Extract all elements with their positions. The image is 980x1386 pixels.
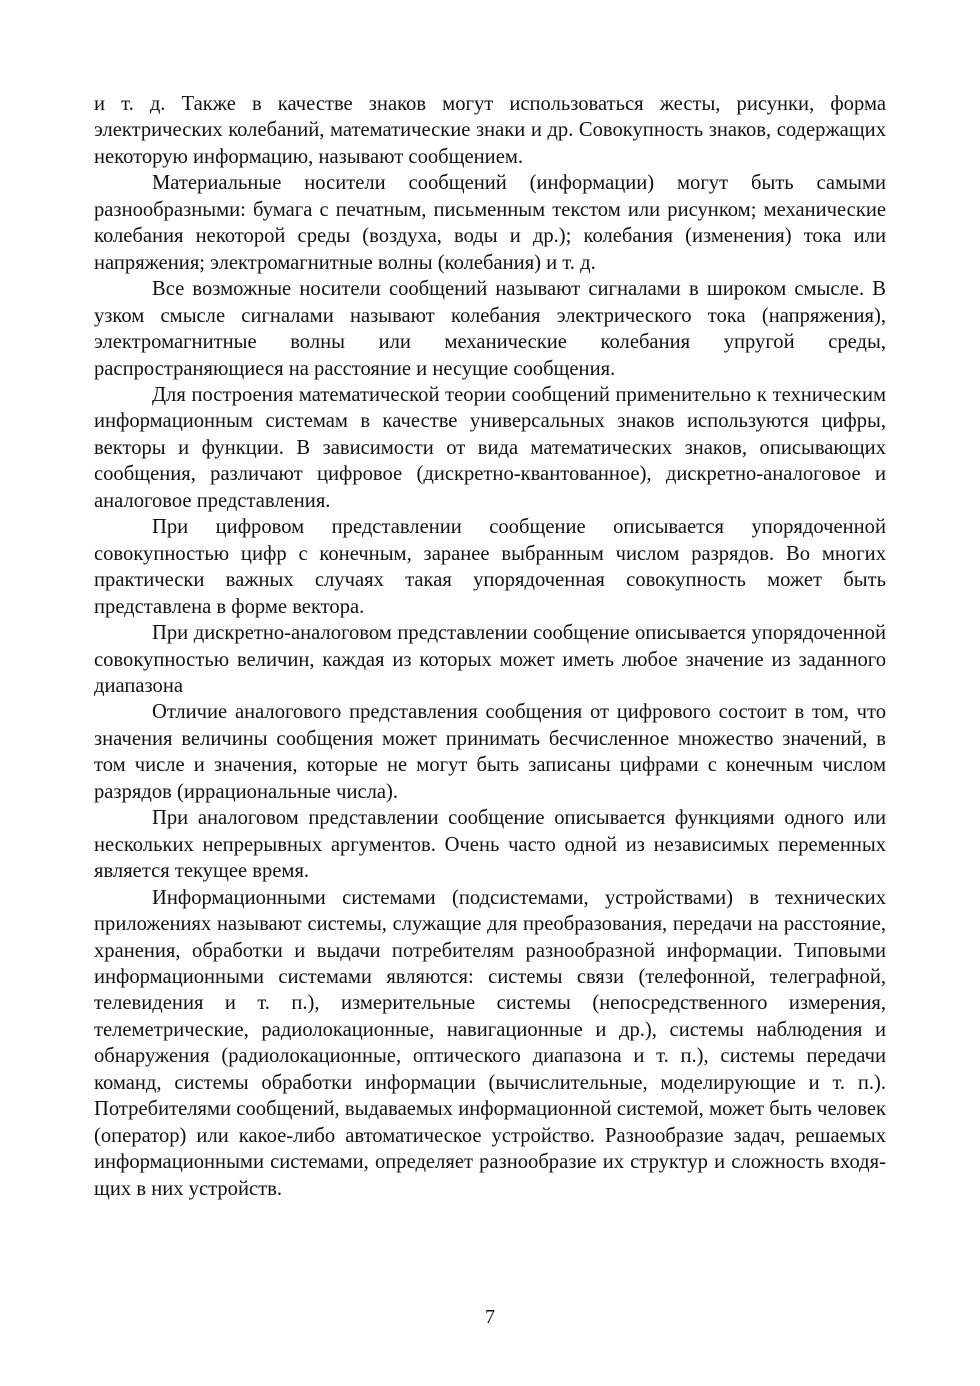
paragraph-5: При цифровом представлении сообщение описывается упорядоченной совокупностью цифр с конечным, заранее выбранным числом разрядов. Во многих практически важных случаях такая упорядоченная совокупность может быть представлена в форме вектора. [94, 516, 886, 618]
page-number: 7 [485, 1306, 495, 1328]
paragraph-9: Информационными системами (подсистемами, устройствами) в технических приложениях называют системы, служащие для преобразования, передачи на расстояние, хранения, обработки и выдачи потребителям разнообразной информации. Типовыми информационными системами являются: системы связи (телефонной, телеграфной, телевидения и т. п.), измерительные системы (непосредственного измерения, телеметрические, радиолокационные, навигационные и др.), системы наблюдения и обнаружения (радиолокационные, оптического диапазона и т. п.), системы передачи команд, системы обработки информации (вычислительные, моделирующие и т. п.). Потребителями сообщений, выдаваемых информационной системой, может быть человек (оператор) или какое-либо автоматическое устройство. Разнообразие задач, решаемых информационными системами, определяет разнообразие их структур и сложность входящих в них устройств. [94, 886, 886, 1200]
paragraph-7: Отличие аналогового представления сообщения от цифрового состоит в том, что значения величины сообщения может принимать бесчисленное множество значений, в том числе и значения, которые не могут быть записаны цифрами с конечным числом разрядов (иррациональные числа). [94, 701, 886, 803]
paragraph-3: Все возможные носители сообщений называют сигналами в широком смысле. В узком смысле сигналами называют колебания электрического тока (напряжения), электромагнитные волны или механические колебания упругой среды, распространяющиеся на расстояние и несущие сообщения. [94, 278, 886, 380]
paragraph-8: При аналоговом представлении сообщение описывается функциями одного или нескольких непрерывных аргументов. Очень часто одной из независимых переменных является текущее время. [94, 807, 886, 883]
paragraph-2: Материальные носители сообщений (информации) могут быть самыми разнообразными: бумага с печатным, письменным текстом или рисунком; механические колебания некоторой среды (воздуха, воды и др.); колебания (изменения) тока или напряжения; электромагнитные волны (колебания) и т. д. [94, 172, 886, 274]
paragraph-1: и т. д. Также в качестве знаков могут использоваться жесты, рисунки, форма электрических колебаний, математические знаки и др. Совокупность знаков, содержащих некоторую информацию, называют сообщением. [94, 93, 886, 168]
paragraph-6: При дискретно-аналоговом представлении сообщение описывается упорядоченной совокупностью величин, каждая из которых может иметь любое значение из заданного диапазона [94, 622, 886, 697]
paragraph-4: Для построения математической теории сообщений применительно к техническим информационным системам в качестве универсальных знаков используются цифры, векторы и функции. В зависимости от вида математических знаков, описывающих сообщения, различают цифровое (дискретно-квантованное), дискретно-аналоговое и аналоговое представления. [94, 383, 886, 512]
document-body [94, 91, 886, 1202]
